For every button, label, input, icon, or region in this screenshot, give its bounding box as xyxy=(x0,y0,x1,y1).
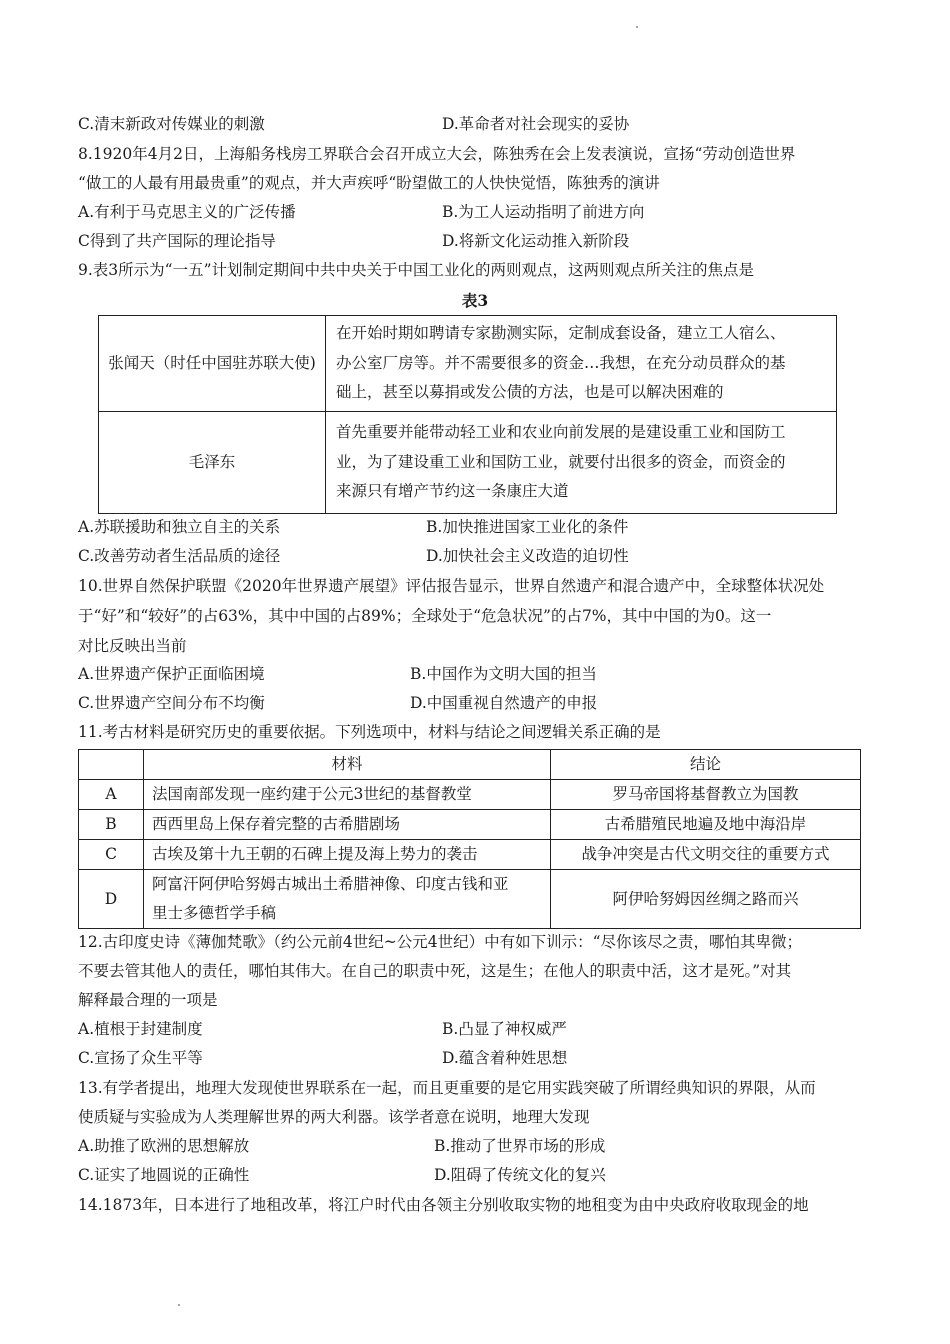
q9-option-d: D.加快社会主义改造的迫切性 xyxy=(426,547,629,565)
q8-stem-line: 8.1920年4月2日，上海船务栈房工界联合会召开成立大会，陈独秀在会上发表演说，宣扬“劳动创造世界 xyxy=(78,145,796,163)
q14-stem-line: 14.1873年，日本进行了地租改革，将江户时代由各领主分别收取实物的地租变为由中央政府收取现金的地 xyxy=(78,1196,809,1214)
table-row xyxy=(99,316,837,412)
q10-stem-line: 10.世界自然保护联盟《2020年世界遗产展望》评估报告显示，世界自然遗产和混合遗产中，全球整体状况处 xyxy=(78,577,825,595)
quote-line: 础上，甚至以募捐或发公债的方法，也是可以解决困难的 xyxy=(336,383,724,402)
quote-line: 来源只有增产节约这一条康庄大道 xyxy=(336,482,569,501)
material-cell: 西西里岛上保存着完整的古希腊剧场 xyxy=(144,810,551,840)
q8-option-d: D.将新文化运动推入新阶段 xyxy=(442,232,630,250)
q12-option-a: A.植根于封建制度 xyxy=(78,1020,203,1038)
table-row xyxy=(79,780,861,810)
q9-option-a: A.苏联援助和独立自主的关系 xyxy=(78,518,281,536)
table-header-cell: 结论 xyxy=(551,750,861,780)
q9-option-c: C.改善劳动者生活品质的途径 xyxy=(78,547,281,565)
q13-option-b: B.推动了世界市场的形成 xyxy=(434,1137,606,1155)
conclusion-cell: 阿伊哈努姆因丝绸之路而兴 xyxy=(551,870,861,929)
quote-line: 办公室厂房等。并不需要很多的资金…我想，在充分动员群众的基 xyxy=(336,353,786,372)
q10-option-a: A.世界遗产保护正面临困境 xyxy=(78,665,265,683)
q10-stem-line: 于“好”和“较好”的占63%，其中中国的占89%；全球处于“危急状况”的占7%，其中中国的为0。这一 xyxy=(78,607,772,625)
q9-option-b: B.加快推进国家工业化的条件 xyxy=(426,518,629,536)
table-row xyxy=(79,810,861,840)
q13-option-a: A.助推了欧洲的思想解放 xyxy=(78,1137,250,1155)
q10-option-d: D.中国重视自然遗产的申报 xyxy=(410,694,598,712)
q9-stem: 9.表3所示为“一五”计划制定期间中共中央关于中国工业化的两则观点，这两则观点所关注的焦点是 xyxy=(78,261,755,279)
quote-line: 首先重要并能带动轻工业和农业向前发展的是建设重工业和国防工 xyxy=(336,423,786,442)
q8-option-a: A.有利于马克思主义的广泛传播 xyxy=(78,203,296,221)
q10-stem-line: 对比反映出当前 xyxy=(78,637,187,655)
table-q11 xyxy=(78,749,861,929)
q12-option-b: B.凸显了神权威严 xyxy=(442,1020,567,1038)
q10-option-b: B.中国作为文明大国的担当 xyxy=(410,665,597,683)
table-cell-quote xyxy=(326,316,837,412)
table-header-cell xyxy=(79,750,144,780)
q11-stem: 11.考古材料是研究历史的重要依据。下列选项中，材料与结论之间逻辑关系正确的是 xyxy=(78,723,661,741)
q12-stem-line: 解释最合理的一项是 xyxy=(78,991,218,1009)
q8-option-c: C得到了共产国际的理论指导 xyxy=(78,232,276,250)
option-letter: B xyxy=(79,810,144,840)
q8-stem-line: “做工的人最有用最贵重”的观点，并大声疾呼“盼望做工的人快快觉悟，陈独秀的演讲 xyxy=(78,174,660,192)
q8-option-b: B.为工人运动指明了前进方向 xyxy=(442,203,645,221)
quote-line: 业，为了建设重工业和国防工业，就要付出很多的资金，而资金的 xyxy=(336,452,786,471)
q12-stem-line: 不要去管其他人的责任，哪怕其伟大。在自己的职责中死，这是生；在他人的职责中活，这才是死。”对其 xyxy=(78,962,792,980)
q7-option-c: C.清末新政对传媒业的刺激 xyxy=(78,115,265,133)
q13-stem-line: 使质疑与实验成为人类理解世界的两大利器。该学者意在说明，地理大发现 xyxy=(78,1108,590,1126)
table-row xyxy=(79,870,861,929)
quote-line: 在开始时期如聘请专家勘测实际，定制成套设备，建立工人宿么、 xyxy=(336,324,786,343)
q12-option-c: C.宣扬了众生平等 xyxy=(78,1049,203,1067)
scan-speck xyxy=(178,1304,180,1306)
material-cell xyxy=(144,870,551,929)
q10-option-c: C.世界遗产空间分布不均衡 xyxy=(78,694,265,712)
table-row xyxy=(79,840,861,870)
table-header-row xyxy=(79,750,861,780)
q12-option-d: D.蕴含着种姓思想 xyxy=(442,1049,568,1067)
q12-stem-line: 12.古印度史诗《薄伽梵歌》（约公元前4世纪~公元4世纪）中有如下训示：“尽你该尽之责，哪怕其卑微； xyxy=(78,933,803,951)
q13-stem-line: 13.有学者提出，地理大发现使世界联系在一起，而且更重要的是它用实践突破了所谓经典知识的界限，从而 xyxy=(78,1079,816,1097)
table-row xyxy=(99,412,837,514)
conclusion-cell: 罗马帝国将基督教立为国教 xyxy=(551,780,861,810)
material-cell: 法国南部发现一座约建于公元3世纪的基督教堂 xyxy=(144,780,551,810)
table-cell-quote xyxy=(326,412,837,514)
option-letter: D xyxy=(79,870,144,929)
scan-speck xyxy=(636,26,638,28)
option-letter: C xyxy=(79,840,144,870)
table-header-cell: 材料 xyxy=(144,750,551,780)
table-3-caption: 表3 xyxy=(461,291,489,310)
material-line: 阿富汗阿伊哈努姆古城出土希腊神像、印度古钱和亚 xyxy=(152,875,509,893)
q13-option-d: D.阻碍了传统文化的复兴 xyxy=(434,1166,606,1184)
q13-option-c: C.证实了地圆说的正确性 xyxy=(78,1166,250,1184)
q7-option-d: D.革命者对社会现实的妥协 xyxy=(442,115,630,133)
table-cell-speaker: 毛泽东 xyxy=(99,412,326,514)
conclusion-cell: 古希腊殖民地遍及地中海沿岸 xyxy=(551,810,861,840)
conclusion-cell: 战争冲突是古代文明交往的重要方式 xyxy=(551,840,861,870)
material-line: 里士多德哲学手稿 xyxy=(152,904,277,922)
material-cell: 古埃及第十九王朝的石碑上提及海上势力的袭击 xyxy=(144,840,551,870)
table-3 xyxy=(98,315,837,514)
table-cell-speaker: 张闻天（时任中国驻苏联大使) xyxy=(99,316,326,412)
option-letter: A xyxy=(79,780,144,810)
